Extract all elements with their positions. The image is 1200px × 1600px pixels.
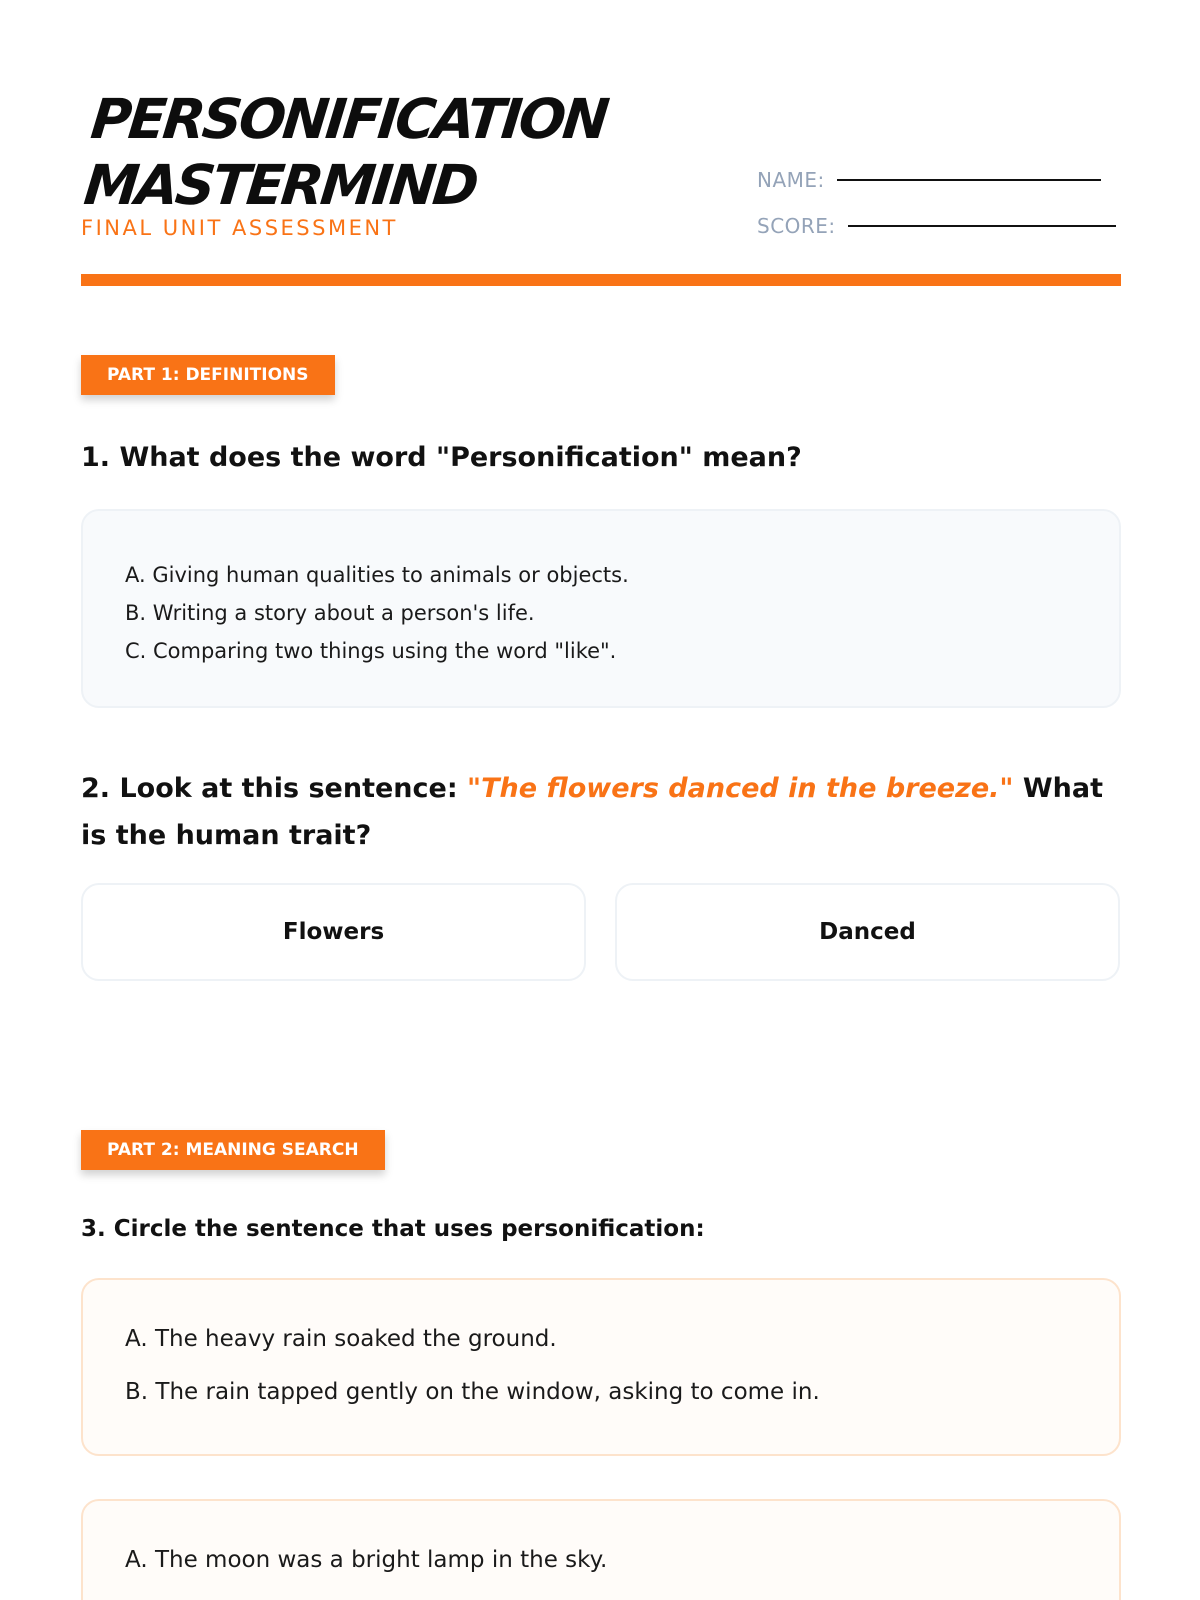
choice-flowers[interactable]: Flowers xyxy=(81,883,586,981)
set-1-option-b[interactable]: B. The rain tapped gently on the window, asking to come in. xyxy=(125,1379,820,1405)
set-1-option-a[interactable]: A. The heavy rain soaked the ground. xyxy=(125,1326,557,1352)
page-subtitle: FINAL UNIT ASSESSMENT xyxy=(81,216,398,240)
title-line-1: PERSONIFICATION xyxy=(88,87,610,151)
part-1-badge: PART 1: DEFINITIONS xyxy=(81,355,335,395)
name-write-line[interactable] xyxy=(837,179,1101,181)
set-2-option-a[interactable]: A. The moon was a bright lamp in the sky. xyxy=(125,1547,608,1573)
name-field[interactable] xyxy=(757,168,1101,192)
question-2-quote: "The flowers danced in the breeze." xyxy=(467,773,1014,804)
option-b[interactable]: B. Writing a story about a person's life. xyxy=(125,601,535,625)
part-2-badge: PART 2: MEANING SEARCH xyxy=(81,1130,385,1170)
header-divider xyxy=(81,274,1121,286)
name-label: NAME: xyxy=(757,168,825,192)
page-title xyxy=(81,86,1135,218)
option-a[interactable]: A. Giving human qualities to animals or objects. xyxy=(125,563,629,587)
question-2-suffix: What is the human trait? xyxy=(81,773,1103,851)
question-3: 3. Circle the sentence that uses personification: xyxy=(81,1216,705,1242)
question-2 xyxy=(81,765,1121,859)
question-2-prefix: 2. Look at this sentence: xyxy=(81,773,468,804)
option-c[interactable]: C. Comparing two things using the word "like". xyxy=(125,639,617,663)
question-1: 1. What does the word "Personification" mean? xyxy=(81,442,802,473)
question-3-set-1 xyxy=(81,1278,1121,1456)
score-label: SCORE: xyxy=(757,214,836,238)
assessment-header xyxy=(81,86,1121,246)
choice-danced[interactable]: Danced xyxy=(615,883,1120,981)
score-field[interactable] xyxy=(757,214,1116,238)
question-1-options xyxy=(81,509,1121,708)
score-write-line[interactable] xyxy=(848,225,1116,227)
question-3-set-2 xyxy=(81,1499,1121,1600)
title-line-2: MASTERMIND xyxy=(81,153,480,217)
